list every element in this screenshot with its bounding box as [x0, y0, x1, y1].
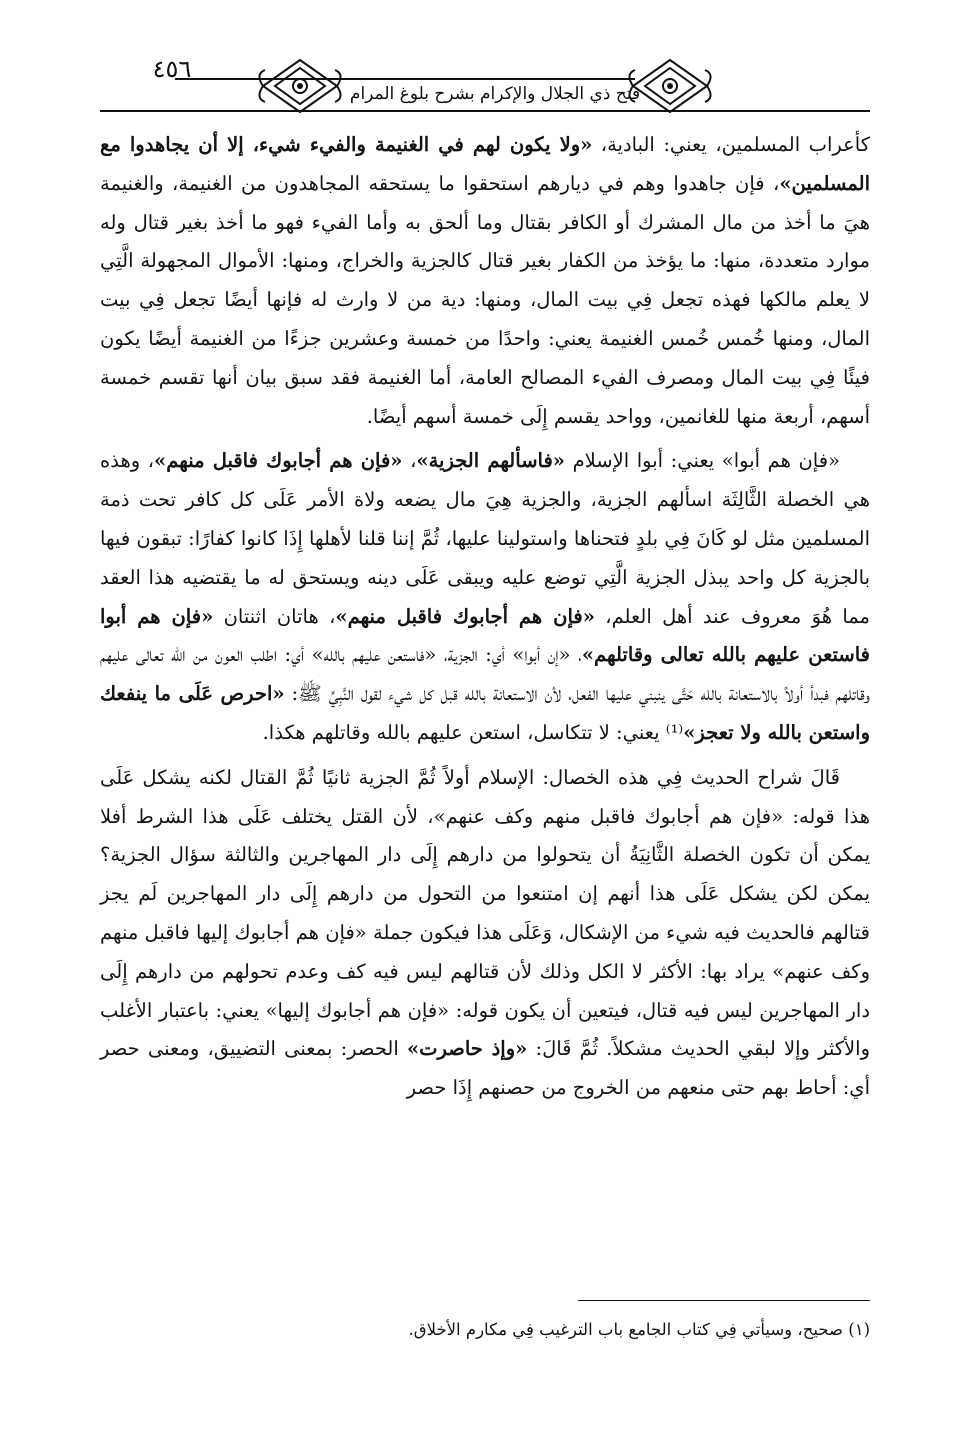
header-rule-bottom — [100, 110, 870, 112]
quoted-hadith-text: «فإن هم أبوا فاستعن عليهم بالله تعالى وقاتلهم» — [100, 604, 870, 667]
header-rule-top — [175, 78, 635, 80]
quoted-hadith-text: «وإذ حاصرت» — [406, 1037, 528, 1061]
quoted-hadith-text: «ولا يكون لهم في الغنيمة والفيء شيء، إلا أن يجاهدوا مع المسلمين» — [100, 133, 870, 195]
quoted-hadith-text: «فإن هم أجابوك فاقبل منهم» — [335, 604, 595, 628]
body-text-segment: ، هاتان اثنتان — [213, 604, 336, 628]
footnote: (١) صحيح، وسيأتي فِي كتاب الجامع باب الترغيب فِي مكارم الأخلاق. — [408, 1320, 870, 1339]
body-text-segment: ، «إن أبوا» أي: الجزية، «فاستعن عليهم بالله» أي: اطلب العون من الله تعالى عليهم وقاتلهم فبدأ أولاً بالاستعانة بالله حَتَّى ينبني عليها الفعل، لأن الاستعانة بالله قبل كل شيء لقول النَّبِيِّ ﷺ: — [100, 643, 871, 706]
main-text — [100, 126, 870, 1108]
body-text-segment: ⁽¹⁾ يعني: لا تتكاسل، استعن عليهم بالله وقاتلهم هكذا. — [262, 720, 684, 744]
body-text-segment: ، — [402, 449, 417, 473]
quoted-hadith-text: «احرص عَلَى ما ينفعك واستعن بالله ولا تعجز» — [100, 682, 870, 744]
body-text-segment: ، فإن جاهدوا وهم في ديارهم استحقوا ما يستحقه المجاهدون من الغنيمة، والغنيمة هيَ ما أخذ من مال المشرك أو الكافر بقتال وما ألحق به وأما الفيء فهو ما أخذ بغير قتال وله موارد متعددة، منها: ما يؤخذ من الكفار بغير قتال كالجزية والخراج، ومنها: الأموال المجهولة الَّتِي لا يعلم مالكها فهذه تجعل فِي بيت المال، ومنها: دية من لا وارث له فإنها أيضًا تجعل فِي بيت المال، ومنها خُمس خُمس الغنيمة يعني: واحدًا من خمسة وعشرين جزءًا من الغنيمة أيضًا يكون فيئًا فِي بيت المال ومصرف الفيء المصالح العامة، أما الغنيمة فقد سبق بيان أنها تقسم خمسة أسهم، أربعة منها للغانمين، وواحد يقسم إِلَى خمسة أسهم أيضًا. — [100, 171, 870, 428]
body-text-segment: ، وهذه هي الخصلة الثَّالِثَة اسألهم الجزية، والجزية هِيَ مال يضعه ولاة الأمر عَلَى كل كافر تحت ذمة المسلمين مثل لو كَانَ فِي بلدٍ فتحناها واستولينا عليها، ثُمَّ إننا قلنا لأهلها إِذَا كانوا كفارًا: تبقون فيها بالجزية كل واحد يبذل الجزية الَّتِي توضع عليه ويبقى عَلَى دينه ويستحق له ما يقتضيه هذا العقد مما هُوَ معروف عند أهل العلم، — [100, 449, 871, 628]
quoted-hadith-text: «فإن هم أجابوك فاقبل منهم» — [154, 449, 403, 473]
running-title: فتح ذي الجلال والإكرام بشرح بلوغ المرام — [349, 84, 641, 104]
paragraph-2 — [100, 442, 870, 752]
body-text-segment: «فإن هم أبوا» يعني: أبوا الإسلام — [564, 449, 841, 473]
body-text-segment: قَالَ شراح الحديث فِي هذه الخصال: الإسلام أولاً ثُمَّ الجزية ثانيًا ثُمَّ القتال لكنه يشكل عَلَى هذا قوله: «فإن هم أجابوك فاقبل منهم وكف عنهم»، لأن القتل يختلف عَلَى هذا الشرط أفلا يمكن أن تكون الخصلة الثَّانِيَةُ أن يتحولوا من دارهم إِلَى دار المهاجرين والثالثة سؤال الجزية؟ يمكن لكن يشكل عَلَى هذا أنهم إن امتنعوا من التحول من دارهم إِلَى دار المهاجرين لَم يجز قتالهم فالحديث فيه شيء من الإشكال، وَعَلَى هذا فيكون جملة «فإن هم أجابوك إليها فاقبل منهم وكف عنهم» يراد بها: الأكثر لا الكل وذلك لأن قتالهم ليس فيه كف وعدم تحولهم من دارهم إِلَى دار المهاجرين ليس فيه قتال، فيتعين أن يكون قوله: «فإن هم أجابوك إليها» يعني: باعتبار الأغلب والأكثر وإلا لبقي الحديث مشكلاً. ثُمَّ قَالَ: — [100, 765, 870, 1061]
body-text-segment: الحصر: بمعنى التضييق، ومعنى حصر أي: أحاط بهم حتى منعهم من الخروج من حصنهم إِذَا حصر — [100, 1037, 870, 1100]
body-text-segment: كأعراب المسلمين، يعني: البادية، — [592, 133, 870, 156]
footnote-separator — [578, 1300, 870, 1301]
paragraph-3 — [100, 759, 870, 1108]
paragraph-1 — [100, 126, 870, 436]
page-header — [0, 0, 978, 130]
page-number: ٤٥٦ — [152, 55, 192, 83]
quoted-hadith-text: «فاسألهم الجزية» — [416, 449, 565, 473]
